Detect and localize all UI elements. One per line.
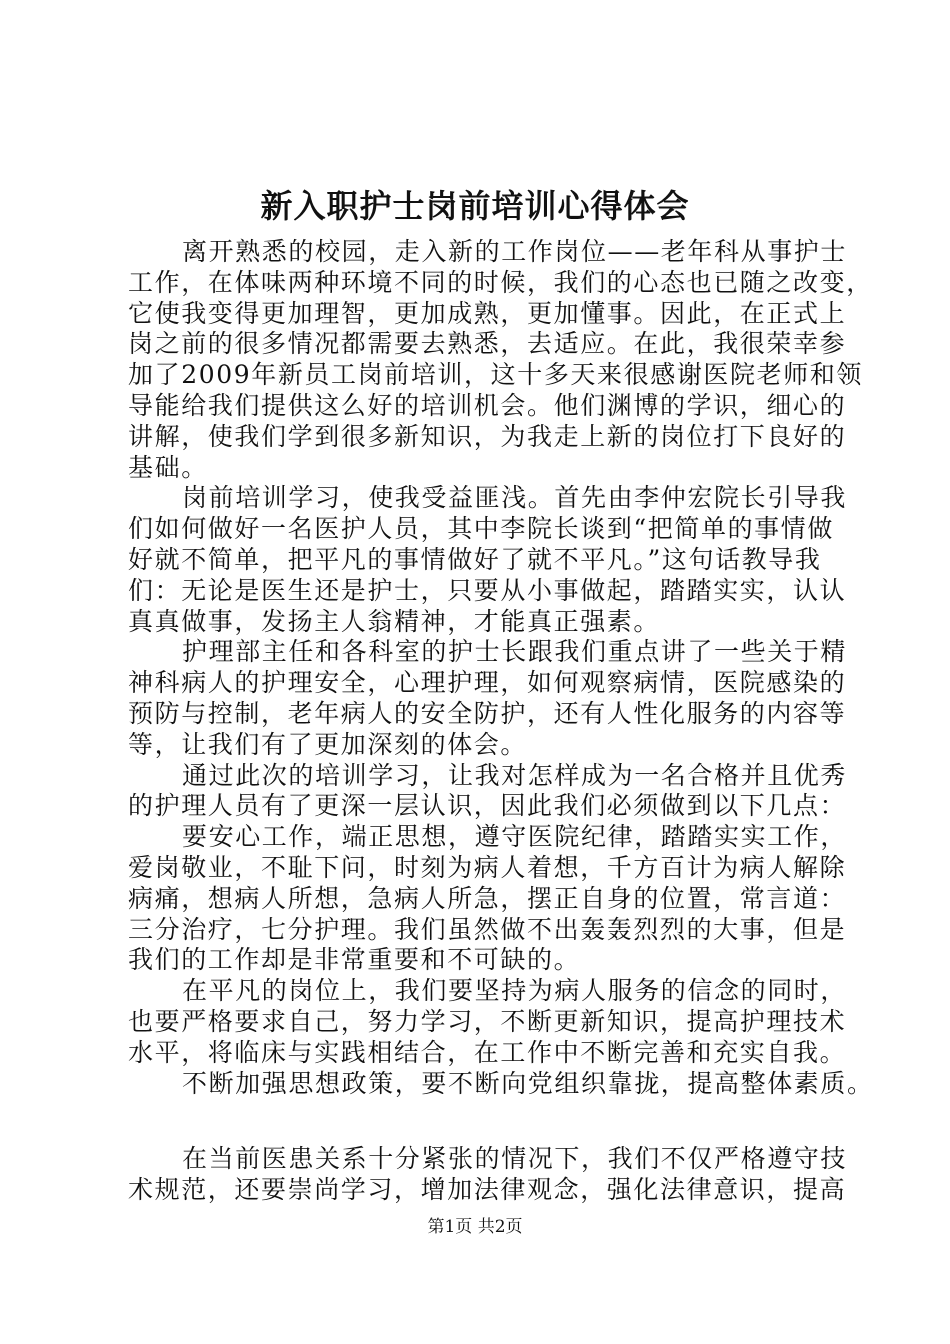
- paragraph-line: 水平，将临床与实践相结合，在工作中不断完善和充实自我。: [128, 1037, 847, 1067]
- page-number-footer: 第1页 共2页: [427, 1217, 523, 1237]
- paragraph-line: 加了2009年新员工岗前培训，这十多天来很感谢医院老师和领: [128, 360, 864, 390]
- paragraph-line: 不断加强思想政策，要不断向党组织靠拢，提高整体素质。: [182, 1068, 874, 1098]
- paragraph-line: 好就不简单，把平凡的事情做好了就不平凡。”这句话教导我: [128, 544, 822, 574]
- paragraph-line: 在当前医患关系十分紧张的情况下，我们不仅严格遵守技: [182, 1144, 848, 1174]
- paragraph-line: 要安心工作，端正思想，遵守医院纪律，踏踏实实工作，: [182, 822, 848, 852]
- paragraph-line: 岗之前的很多情况都需要去熟悉，去适应。在此，我很荣幸参: [128, 329, 847, 359]
- paragraph-line: 工作，在体味两种环境不同的时候，我们的心态也已随之改变，: [128, 267, 873, 297]
- paragraph-line: 的护理人员有了更深一层认识，因此我们必须做到以下几点：: [128, 791, 847, 821]
- document-body: [128, 237, 874, 1206]
- paragraph-line: 岗前培训学习，使我受益匪浅。首先由李仲宏院长引导我: [182, 483, 848, 513]
- paragraph-line: 也要严格要求自己，努力学习，不断更新知识，提高护理技术: [128, 1006, 847, 1036]
- paragraph-line: 预防与控制，老年病人的安全防护，还有人性化服务的内容等: [128, 698, 847, 728]
- paragraph-line: 我们的工作却是非常重要和不可缺的。: [128, 945, 581, 975]
- paragraph-line: 离开熟悉的校园，走入新的工作岗位——老年科从事护士: [182, 237, 848, 266]
- paragraph-line: 导能给我们提供这么好的培训机会。他们渊博的学识，细心的: [128, 390, 847, 420]
- paragraph-line: 真真做事，发扬主人翁精神，才能真正强素。: [128, 606, 661, 636]
- paragraph-line: 基础。: [128, 452, 208, 482]
- paragraph-gap: [128, 1099, 838, 1144]
- paragraph-line: 在平凡的岗位上，我们要坚持为病人服务的信念的同时，: [182, 976, 848, 1006]
- paragraph-line: 通过此次的培训学习，让我对怎样成为一名合格并且优秀: [182, 760, 848, 790]
- paragraph-line: 护理部主任和各科室的护士长跟我们重点讲了一些关于精: [182, 637, 848, 667]
- paragraph-line: 爱岗敬业，不耻下问，时刻为病人着想，千方百计为病人解除: [128, 852, 847, 882]
- paragraph-line: 神科病人的护理安全，心理护理，如何观察病情，医院感染的: [128, 668, 847, 698]
- paragraph-line: 等，让我们有了更加深刻的体会。: [128, 729, 528, 759]
- paragraph-line: 们如何做好一名医护人员，其中李院长谈到“把简单的事情做: [128, 514, 834, 544]
- paragraph-line: 病痛，想病人所想，急病人所急，摆正自身的位置，常言道：: [128, 883, 847, 913]
- paragraph-line: 术规范，还要崇尚学习，增加法律观念，强化法律意识，提高: [128, 1175, 847, 1205]
- paragraph-line: 三分治疗，七分护理。我们虽然做不出轰轰烈烈的大事，但是: [128, 914, 847, 944]
- document-title: 新入职护士岗前培训心得体会: [260, 187, 690, 225]
- paragraph-line: 讲解，使我们学到很多新知识，为我走上新的岗位打下良好的: [128, 421, 847, 451]
- paragraph-line: 们：无论是医生还是护士，只要从小事做起，踏踏实实，认认: [128, 575, 847, 605]
- paragraph-line: 它使我变得更加理智，更加成熟，更加懂事。因此，在正式上: [128, 298, 847, 328]
